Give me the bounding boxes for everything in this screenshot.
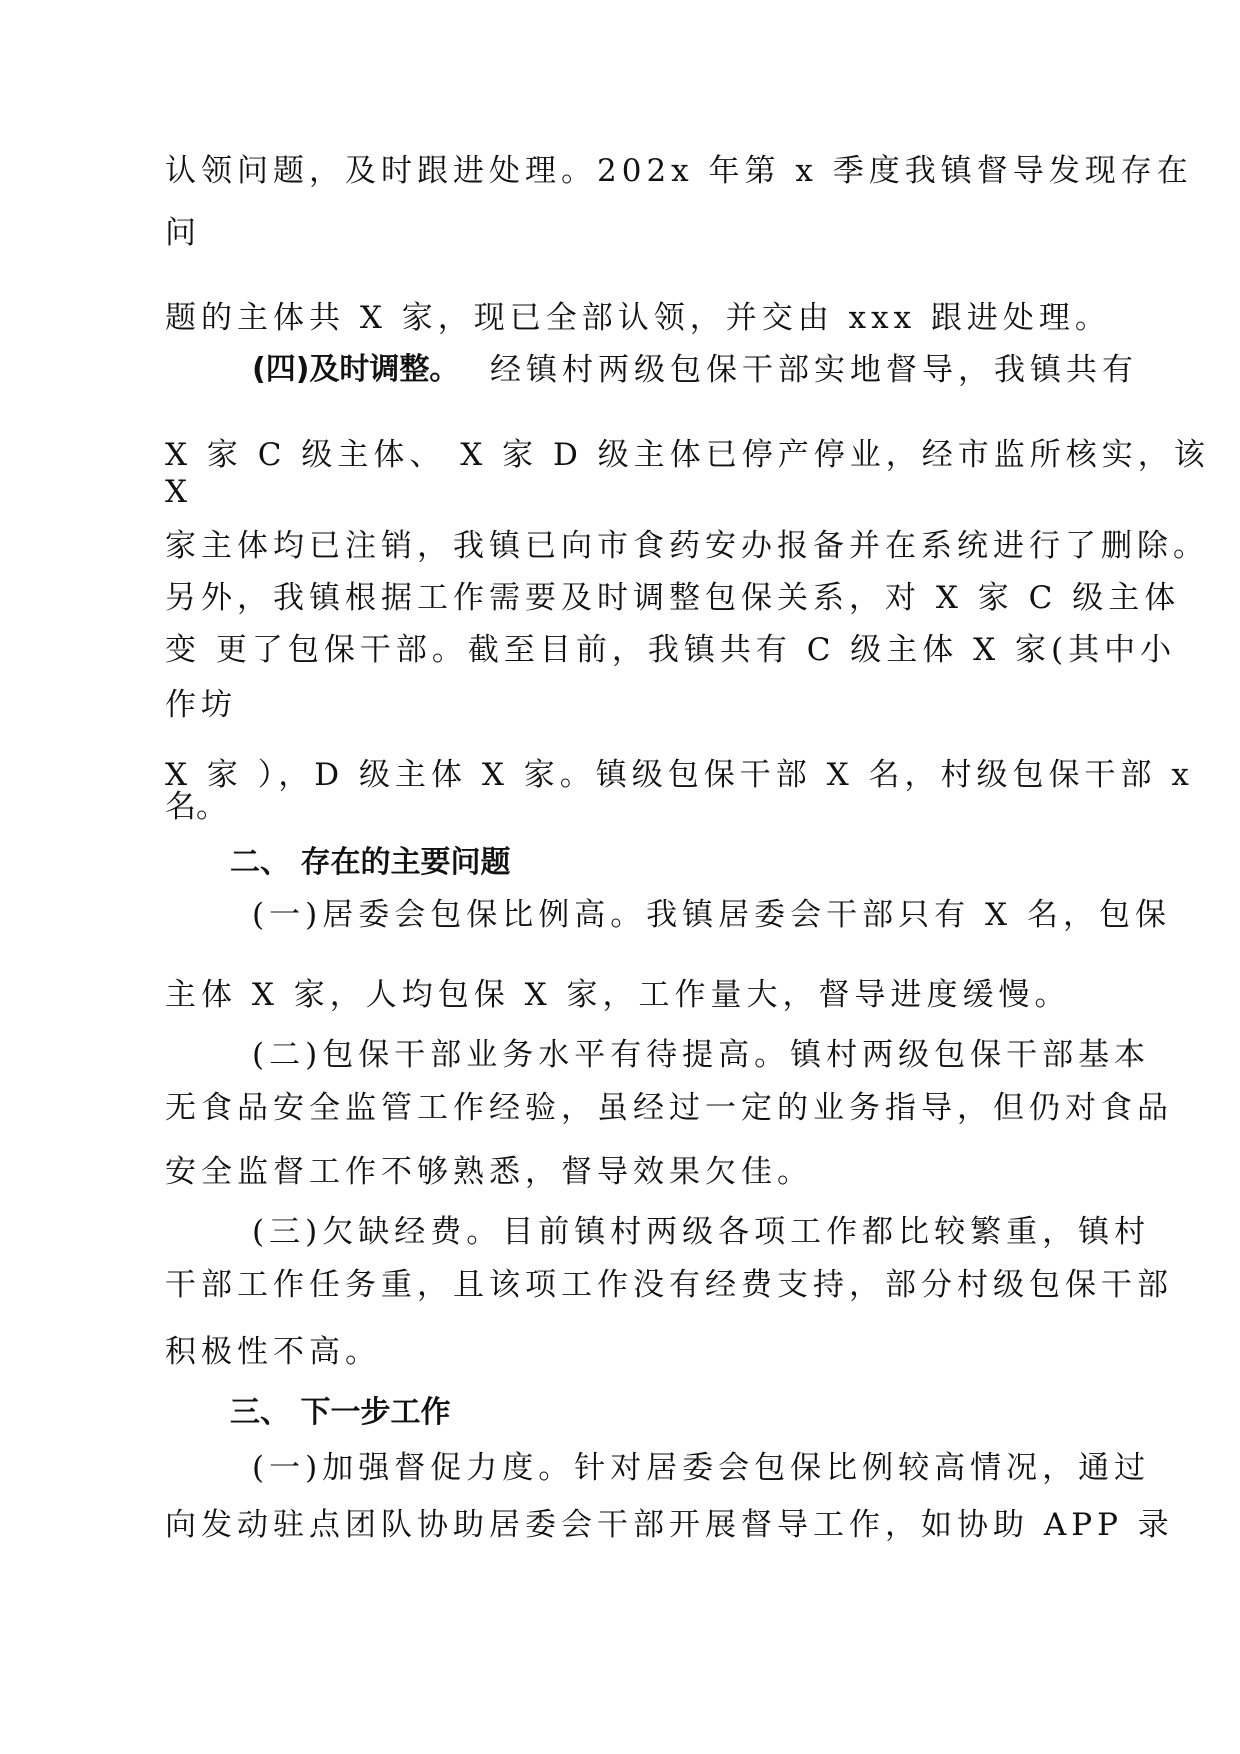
body-line: (一)居委会包保比例高。我镇居委会干部只有 X 名，包保 [252, 897, 1171, 933]
body-line: 经镇村两级包保干部实地督导，我镇共有 [490, 352, 1138, 388]
body-line: 作坊 [165, 687, 237, 723]
subheading: (四)及时调整。 [252, 352, 460, 387]
body-line: 问 [165, 215, 196, 251]
section-heading: 三、 下一步工作 [230, 1395, 451, 1430]
body-line: 向发动驻点团队协助居委会干部开展督导工作，如协助 APP 录 [165, 1507, 1174, 1543]
body-line: 安全监督工作不够熟悉，督导效果欠佳。 [165, 1154, 813, 1190]
body-line: (三)欠缺经费。目前镇村两级各项工作都比较繁重，镇村 [252, 1214, 1151, 1250]
body-line: 主体 X 家，人均包保 X 家，工作量大，督导进度缓慢。 [165, 977, 1071, 1013]
body-line: 变 更了包保干部。截至目前，我镇共有 C 级主体 X 家(其中小 [165, 632, 1177, 668]
section-heading: 二、 存在的主要问题 [230, 845, 511, 880]
body-line: X 家 ），D 级主体 X 家。镇级包保干部 X 名，村级包保干部 x [165, 757, 1194, 793]
body-line: 另外，我镇根据工作需要及时调整包保关系，对 X 家 C 级主体 [165, 580, 1181, 616]
body-line: X [165, 474, 188, 510]
body-line: 认领问题，及时跟进处理。202x 年第 x 季度我镇督导发现存在 [165, 153, 1193, 189]
body-line: 家主体均已注销，我镇已向市食药安办报备并在系统进行了删除。 [165, 528, 1209, 564]
body-line: 干部工作任务重，且该项工作没有经费支持，部分村级包保干部 [165, 1267, 1173, 1303]
body-line: 积极性不高。 [165, 1334, 381, 1370]
body-line: (一)加强督促力度。针对居委会包保比例较高情况，通过 [252, 1450, 1151, 1486]
body-line: 名。 [165, 789, 227, 825]
body-line: (二)包保干部业务水平有待提高。镇村两级包保干部基本 [252, 1037, 1151, 1073]
body-line: 题的主体共 X 家，现已全部认领，并交由 xxx 跟进处理。 [165, 300, 1111, 336]
body-line: X 家 C 级主体、 X 家 D 级主体已停产停业，经市监所核实，该 [165, 437, 1210, 473]
body-line: 无食品安全监管工作经验，虽经过一定的业务指导，但仍对食品 [165, 1090, 1173, 1126]
